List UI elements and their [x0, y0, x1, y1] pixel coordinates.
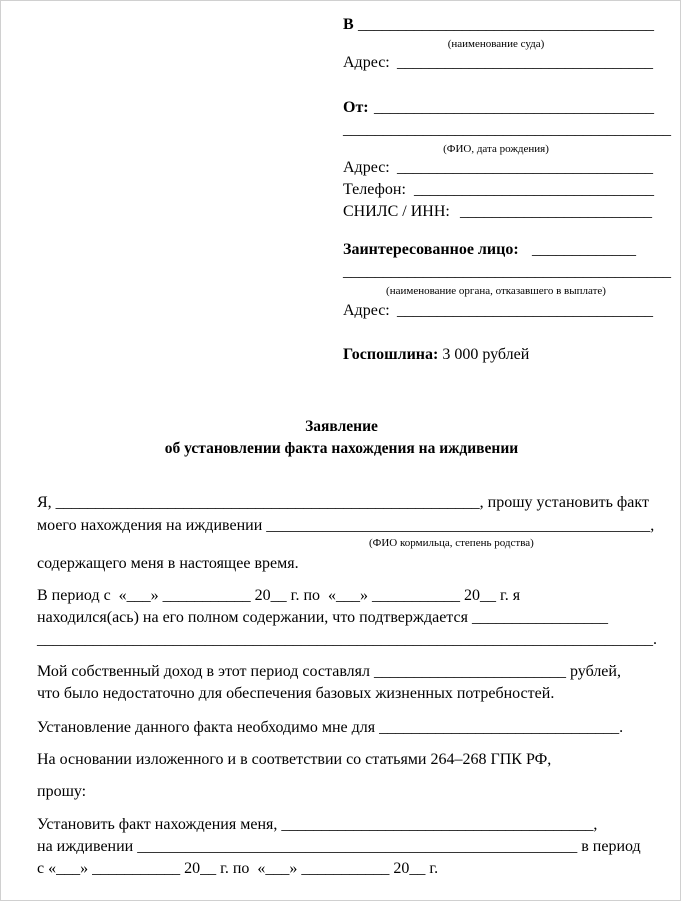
- from-label: От:: [343, 99, 369, 116]
- court-address-line: ________________________________: [397, 54, 653, 71]
- from-address-line: ________________________________: [397, 159, 653, 176]
- from-caption: (ФИО, дата рождения): [443, 143, 549, 155]
- state-fee-value: 3 000 рублей: [442, 346, 530, 363]
- document-subtitle: об установлении факта нахождения на иждивении: [164, 440, 519, 457]
- phone-label: Телефон:: [343, 181, 406, 198]
- document-title: Заявление: [305, 418, 378, 435]
- court-address-label: Адрес:: [343, 54, 390, 71]
- state-fee-label: Госпошлина:: [343, 346, 439, 363]
- interested-address-line: ________________________________: [397, 302, 653, 319]
- snils-line: ________________________: [460, 203, 652, 220]
- paragraph-4-line-1: Установление данного факта необходимо мне для ______________________________.: [37, 719, 624, 736]
- court-caption: (наименование суда): [447, 38, 545, 50]
- paragraph-6-line-1: прошу:: [37, 783, 87, 800]
- interested-party-line-2: _________________________________________: [343, 263, 671, 280]
- from-line-2: _________________________________________: [343, 121, 671, 138]
- paragraph-2-line-3: _____________________________________________________________________________.: [37, 631, 657, 648]
- paragraph-5-line-1: На основании изложенного и в соответствии со статьями 264–268 ГПК РФ,: [37, 751, 552, 768]
- paragraph-1-line-1: Я, _____________________________________________________, прошу установить факт: [37, 494, 649, 511]
- paragraph-7-line-2: на иждивении _______________________________________________________ в период: [37, 838, 641, 855]
- interested-address-label: Адрес:: [343, 302, 390, 319]
- paragraph-3-line-1: Мой собственный доход в этот период составлял ________________________ рублей,: [37, 663, 621, 680]
- interested-party-label: Заинтересованное лицо:: [343, 241, 519, 258]
- paragraph-2-line-1: В период с «___» ___________ 20__ г. по «___» ___________ 20__ г. я: [37, 587, 521, 604]
- paragraph-7-line-1: Установить факт нахождения меня, _______________________________________,: [37, 816, 598, 833]
- paragraph-7-line-3: с «___» ___________ 20__ г. по «___» ___________ 20__ г.: [37, 860, 439, 877]
- paragraph-1-line-3: содержащего меня в настоящее время.: [37, 555, 299, 572]
- state-fee: [343, 347, 529, 363]
- paragraph-2-line-2: находился(ась) на его полном содержании, что подтверждается _________________: [37, 609, 608, 626]
- breadwinner-caption: (ФИО кормильца, степень родства): [369, 537, 534, 549]
- interested-party-line: _____________: [532, 241, 636, 258]
- from-address-label: Адрес:: [343, 159, 390, 176]
- paragraph-1-line-2: моего нахождения на иждивении ________________________________________________,: [37, 517, 655, 534]
- paragraph-3-line-2: что было недостаточно для обеспечения базовых жизненных потребностей.: [37, 685, 555, 702]
- snils-label: СНИЛС / ИНН:: [343, 203, 450, 220]
- court-name-line: _____________________________________: [358, 16, 654, 33]
- interested-party-caption: (наименование органа, отказавшего в выплате): [386, 285, 606, 297]
- from-line: ___________________________________: [374, 99, 654, 116]
- phone-line: ______________________________: [414, 181, 654, 198]
- to-label: В: [343, 16, 354, 33]
